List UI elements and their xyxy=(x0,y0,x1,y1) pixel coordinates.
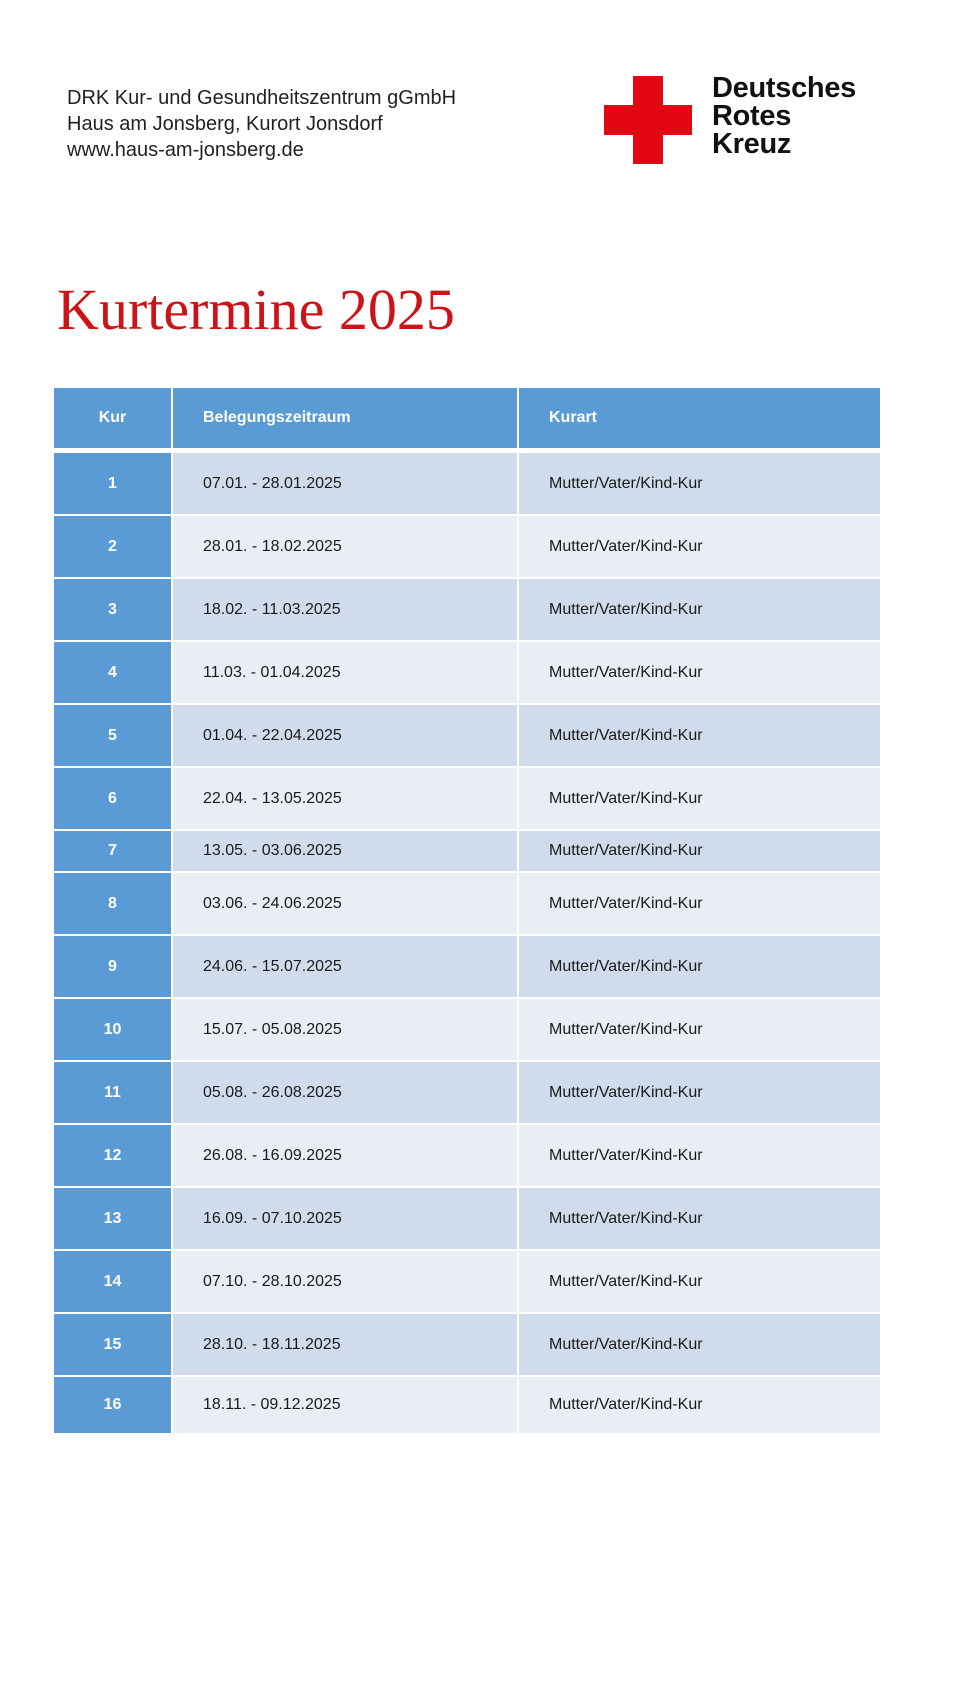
schedule-table xyxy=(54,388,880,1435)
organization-address xyxy=(67,85,456,163)
table-row xyxy=(54,872,880,935)
table-row xyxy=(54,515,880,578)
page-title: Kurtermine 2025 xyxy=(57,277,455,342)
table-row xyxy=(54,451,880,516)
kur-cell: 7 xyxy=(54,830,172,872)
zeitraum-cell: 15.07. - 05.08.2025 xyxy=(172,998,518,1061)
table-row xyxy=(54,935,880,998)
kur-cell: 10 xyxy=(54,998,172,1061)
kur-cell: 11 xyxy=(54,1061,172,1124)
logo-wordmark xyxy=(712,74,856,158)
kur-cell: 16 xyxy=(54,1376,172,1434)
kur-cell: 14 xyxy=(54,1250,172,1313)
zeitraum-cell: 07.01. - 28.01.2025 xyxy=(172,451,518,516)
kurart-cell: Mutter/Vater/Kind-Kur xyxy=(518,830,880,872)
kurart-cell: Mutter/Vater/Kind-Kur xyxy=(518,1250,880,1313)
table-row xyxy=(54,767,880,830)
kurart-cell: Mutter/Vater/Kind-Kur xyxy=(518,641,880,704)
table-row xyxy=(54,1250,880,1313)
zeitraum-cell: 26.08. - 16.09.2025 xyxy=(172,1124,518,1187)
table-row xyxy=(54,830,880,872)
kur-cell: 3 xyxy=(54,578,172,641)
table-row xyxy=(54,704,880,767)
org-name: DRK Kur- und Gesundheitszentrum gGmbH xyxy=(67,87,457,109)
kur-cell: 2 xyxy=(54,515,172,578)
zeitraum-cell: 28.10. - 18.11.2025 xyxy=(172,1313,518,1376)
table-row xyxy=(54,578,880,641)
zeitraum-cell: 22.04. - 13.05.2025 xyxy=(172,767,518,830)
zeitraum-cell: 28.01. - 18.02.2025 xyxy=(172,515,518,578)
kur-cell: 13 xyxy=(54,1187,172,1250)
red-cross-icon xyxy=(604,76,692,164)
kurart-cell: Mutter/Vater/Kind-Kur xyxy=(518,704,880,767)
table-row xyxy=(54,1187,880,1250)
org-website: www.haus-am-jonsberg.de xyxy=(67,139,304,161)
kur-cell: 1 xyxy=(54,451,172,516)
kur-cell: 4 xyxy=(54,641,172,704)
kurart-cell: Mutter/Vater/Kind-Kur xyxy=(518,998,880,1061)
table-row xyxy=(54,1376,880,1434)
logo-line-kreuz: Kreuz xyxy=(712,128,792,160)
column-header-kur: Kur xyxy=(54,388,172,451)
table-row xyxy=(54,998,880,1061)
zeitraum-cell: 13.05. - 03.06.2025 xyxy=(172,830,518,872)
table-row xyxy=(54,1124,880,1187)
table-row xyxy=(54,1061,880,1124)
zeitraum-cell: 07.10. - 28.10.2025 xyxy=(172,1250,518,1313)
kurart-cell: Mutter/Vater/Kind-Kur xyxy=(518,1187,880,1250)
zeitraum-cell: 05.08. - 26.08.2025 xyxy=(172,1061,518,1124)
kurart-cell: Mutter/Vater/Kind-Kur xyxy=(518,1313,880,1376)
kurart-cell: Mutter/Vater/Kind-Kur xyxy=(518,872,880,935)
zeitraum-cell: 18.11. - 09.12.2025 xyxy=(172,1376,518,1434)
column-header-kurart: Kurart xyxy=(518,388,880,451)
zeitraum-cell: 11.03. - 01.04.2025 xyxy=(172,641,518,704)
zeitraum-cell: 16.09. - 07.10.2025 xyxy=(172,1187,518,1250)
kurart-cell: Mutter/Vater/Kind-Kur xyxy=(518,515,880,578)
kurart-cell: Mutter/Vater/Kind-Kur xyxy=(518,1376,880,1434)
logo-line-rotes: Rotes xyxy=(712,100,792,132)
column-header-zeitraum: Belegungszeitraum xyxy=(172,388,518,451)
kur-cell: 8 xyxy=(54,872,172,935)
kur-cell: 5 xyxy=(54,704,172,767)
zeitraum-cell: 24.06. - 15.07.2025 xyxy=(172,935,518,998)
table-row xyxy=(54,641,880,704)
kurart-cell: Mutter/Vater/Kind-Kur xyxy=(518,767,880,830)
zeitraum-cell: 03.06. - 24.06.2025 xyxy=(172,872,518,935)
logo-line-deutsches: Deutsches xyxy=(712,72,856,104)
kur-cell: 12 xyxy=(54,1124,172,1187)
table-row xyxy=(54,1313,880,1376)
table-header-row xyxy=(54,388,880,451)
org-location: Haus am Jonsberg, Kurort Jonsdorf xyxy=(67,113,383,135)
kurart-cell: Mutter/Vater/Kind-Kur xyxy=(518,451,880,516)
kur-cell: 6 xyxy=(54,767,172,830)
zeitraum-cell: 01.04. - 22.04.2025 xyxy=(172,704,518,767)
kurart-cell: Mutter/Vater/Kind-Kur xyxy=(518,935,880,998)
zeitraum-cell: 18.02. - 11.03.2025 xyxy=(172,578,518,641)
kurart-cell: Mutter/Vater/Kind-Kur xyxy=(518,1061,880,1124)
kur-cell: 9 xyxy=(54,935,172,998)
kurart-cell: Mutter/Vater/Kind-Kur xyxy=(518,1124,880,1187)
kur-cell: 15 xyxy=(54,1313,172,1376)
kurart-cell: Mutter/Vater/Kind-Kur xyxy=(518,578,880,641)
drk-logo xyxy=(604,74,884,170)
